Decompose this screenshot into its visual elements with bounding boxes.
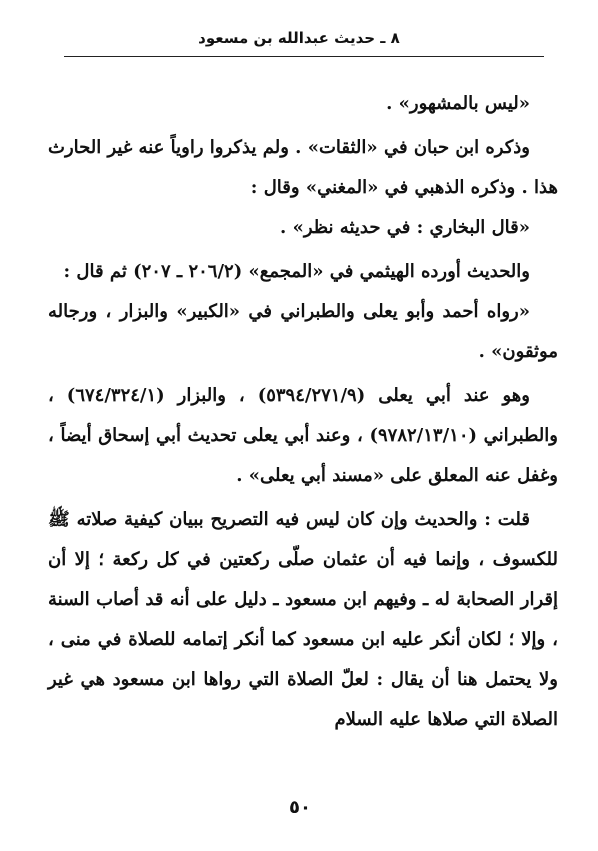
body-text (48, 84, 558, 740)
paragraph-sources: وهو عند أبي يعلى (٥٣٩٤/٢٧١/٩) ، والبزار (٦٧٤/٣٢٤/١) ، والطبراني (٩٧٨٢/١٣/١٠) ، وعند أبي يعلى تحديث أبي إسحاق أيضاً ، وغفل عنه المعلق على «مسند أبي يعلى» . (48, 385, 558, 486)
paragraph-ibn-hibban: وذكره ابن حبان في «الثقات» . ولم يذكروا راوياً عنه غير الحارث هذا . وذكره الذهبي في «المغني» وقال : (48, 137, 558, 198)
paragraph-quote-not-famous: «ليس بالمشهور» . (386, 93, 530, 114)
header-rule (64, 56, 544, 57)
paragraph-narrators: «رواه أحمد وأبو يعلى والطبراني في «الكبير» والبزار ، ورجاله موثقون» . (48, 301, 558, 362)
paragraph-haythami: والحديث أورده الهيثمي في «المجمع» (٢٠٦/٢ ـ ٢٠٧) ثم قال : (63, 261, 530, 282)
paragraph-commentary: قلت : والحديث وإن كان ليس فيه التصريح ببيان كيفية صلاته ﷺ للكسوف ، وإنما فيه أن عثمان صلّى ركعتين في كل ركعة ؛ إلا أن إقرار الصحابة له ـ وفيهم ابن مسعود ـ دليل على أنه قد أصاب السنة ، وإلا ؛ لكان أنكر عليه ابن مسعود كما أنكر إتمامه للصلاة في منى ، ولا يحتمل هنا أن يقال : لعلّ الصلاة التي رواها ابن مسعود هي غير الصلاة التي صلاها عليه السلام (48, 509, 558, 730)
page-number: ٥٠ (289, 797, 311, 818)
running-header: ٨ ـ حديث عبدالله بن مسعود (198, 29, 400, 47)
paragraph-bukhari-quote: «قال البخاري : في حديثه نظر» . (280, 217, 530, 238)
